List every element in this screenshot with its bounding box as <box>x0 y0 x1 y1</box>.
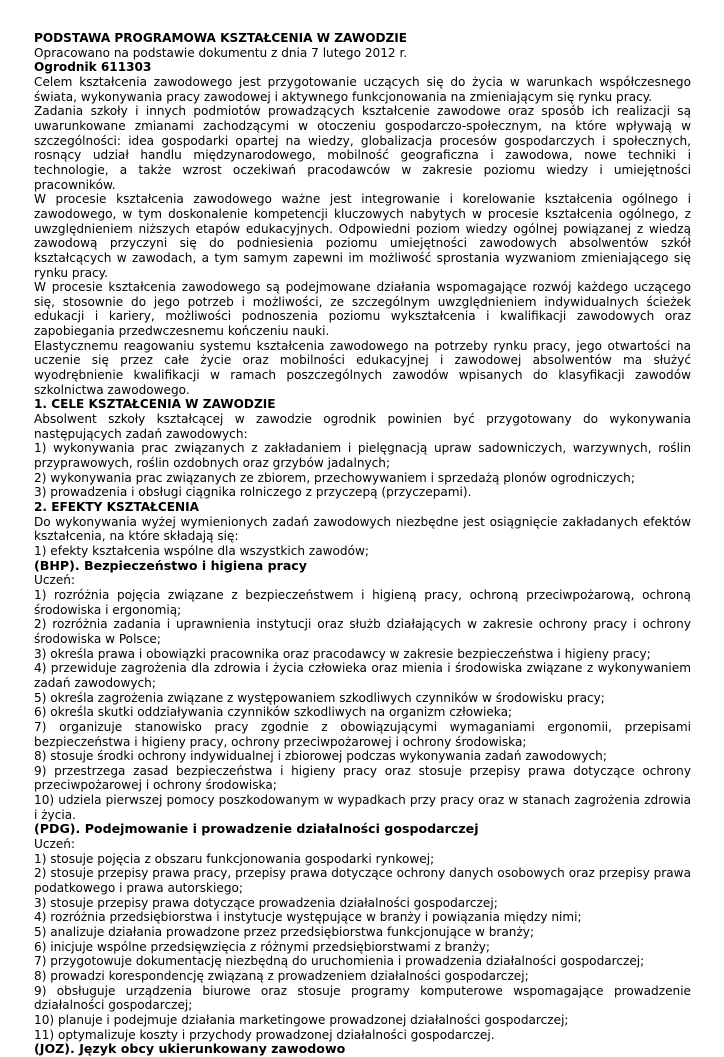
intro-paragraph: W procesie kształcenia zawodowego ważne jest integrowanie i korelowanie kształcenia ogólnego i zawodowego, w tym doskonalenie kompetencji kluczowych nabytych w procesie kształcenia ogólnego, z uwzględnieniem niższych etapów edukacyjnych. Odpowiedni poziom wiedzy ogólnej powiązanej z wiedzą zawodową przyczyni się do podniesienia poziomu umiejętności zawodowych absolwentów szkół kształcących w zawodach, a tym samym zapewni im możliwość sprostania wyzwaniom zmieniającego się rynku pracy. <box>34 192 691 280</box>
joz-heading: (JOZ). Język obcy ukierunkowany zawodowo <box>34 1041 346 1057</box>
section-heading-outcomes: 2. EFEKTY KSZTAŁCENIA <box>34 500 199 514</box>
pdg-lead: Uczeń: <box>34 837 76 852</box>
list-item: 2) rozróżnia zadania i uprawnienia instytucji oraz służb działających w zakresie ochrony pracy i ochrony środowiska w Polsce; <box>34 617 691 646</box>
list-item: 1) rozróżnia pojęcia związane z bezpieczeństwem i higieną pracy, ochroną przeciwpożarową, ochroną środowiska i ergonomią; <box>34 587 691 617</box>
list-item: 1) wykonywania prac związanych z zakładaniem i pielęgnacją upraw sadowniczych, warzywnych, roślin przyprawowych, roślin ozdobnych oraz grzybów jadalnych; <box>34 441 691 471</box>
intro-paragraph: Zadania szkoły i innych podmiotów prowadzących kształcenie zawodowe oraz sposób ich realizacji są uwarunkowane zmianami zachodzącymi w otoczeniu gospodarczo-społecznym, na które wpływają w szczególności: idea gospodarki opartej na wiedzy, globalizacja procesów gospodarczych i społecznych, rosnący udział handlu międzynarodowego, mobilność geograficzna i zawodowa, nowe techniki i technologie, a także wzrost oczekiwań pracodawców w zakresie poziomu wiedzy i umiejętności pracowników. <box>34 104 691 192</box>
intro-paragraph: Celem kształcenia zawodowego jest przygotowanie uczących się do życia w warunkach współczesnego świata, wykonywania pracy zawodowej i aktywnego funkcjonowania na zmieniającym się rynku pracy. <box>34 74 691 104</box>
list-item: 2) stosuje przepisy prawa pracy, przepisy prawa dotyczące ochrony danych osobowych oraz przepisy prawa podatkowego i prawa autorskiego; <box>34 866 691 896</box>
list-item: 8) stosuje środki ochrony indywidualnej i zbiorowej podczas wykonywania zadań zawodowych; <box>34 749 607 764</box>
list-item: 11) optymalizuje koszty i przychody prowadzonej działalności gospodarczej. <box>34 1027 495 1042</box>
list-item: 5) określa zagrożenia związane z występowaniem szkodliwych czynników w środowisku pracy; <box>34 690 605 705</box>
document-title: PODSTAWA PROGRAMOWA KSZTAŁCENIA W ZAWODZIE <box>34 31 408 45</box>
list-item: 5) analizuje działania prowadzone przez przedsiębiorstwa funkcjonujące w branży; <box>34 925 535 940</box>
bhp-heading: (BHP). Bezpieczeństwo i higiena pracy <box>34 557 307 573</box>
list-item: 7) organizuje stanowisko pracy zgodnie z obowiązującymi wymaganiami ergonomii, przepisami bezpieczeństwa i higieny pracy, ochrony przeciwpożarowej i ochrony środowiska; <box>34 719 691 749</box>
list-item: 9) obsługuje urządzenia biurowe oraz stosuje programy komputerowe wspomagające prowadzenie działalności gospodarczej; <box>34 983 691 1013</box>
list-item: 8) prowadzi korespondencję związaną z prowadzeniem działalności gospodarczej; <box>34 969 529 983</box>
list-item: 10) planuje i podejmuje działania marketingowe prowadzonej działalności gospodarczej; <box>34 1012 569 1027</box>
list-item: 3) stosuje przepisy prawa dotyczące prowadzenia działalności gospodarczej; <box>34 895 498 910</box>
pdg-heading: (PDG). Podejmowanie i prowadzenie działalności gospodarczej <box>34 821 479 837</box>
list-item: 10) udziela pierwszej pomocy poszkodowanym w wypadkach przy pracy oraz w stanach zagrożenia zdrowia i życia. <box>34 793 691 822</box>
list-item: 6) określa skutki oddziaływania czynników szkodliwych na organizm człowieka; <box>34 705 513 720</box>
list-item: 4) rozróżnia przedsiębiorstwa i instytucje występujące w branży i powiązania między nimi; <box>34 910 582 925</box>
intro-paragraph: Elastycznemu reagowaniu systemu kształcenia zawodowego na potrzeby rynku pracy, jego otwartości na uczenie się przez całe życie oraz mobilności edukacyjnej i zawodowej absolwentów ma służyć wyodrębnienie kwalifikacji w ramach poszczególnych zawodów wpisanych do klasyfikacji zawodów szkolnictwa zawodowego. <box>34 338 691 397</box>
list-item: 3) określa prawa i obowiązki pracownika oraz pracodawcy w zakresie bezpieczeństwa i higieny pracy; <box>34 646 651 661</box>
list-item: 1) efekty kształcenia wspólne dla wszystkich zawodów; <box>34 543 369 558</box>
bhp-lead: Uczeń: <box>34 573 76 588</box>
section-heading-goals: 1. CELE KSZTAŁCENIA W ZAWODZIE <box>34 397 276 412</box>
list-item: 3) prowadzenia i obsługi ciągnika rolniczego z przyczepą (przyczepami). <box>34 485 472 500</box>
outcomes-lead: Do wykonywania wyżej wymienionych zadań zawodowych niezbędne jest osiągnięcie zakładanych efektów kształcenia, na które składają się: <box>34 514 691 544</box>
profession-code: Ogrodnik 611303 <box>34 60 152 75</box>
goals-lead: Absolwent szkoły kształcącej w zawodzie ogrodnik powinien być przygotowany do wykonywania następujących zadań zawodowych: <box>34 412 691 441</box>
list-item: 7) przygotowuje dokumentację niezbędną do uruchomienia i prowadzenia działalności gospodarczej; <box>34 954 645 969</box>
list-item: 6) inicjuje wspólne przedsięwzięcia z różnymi przedsiębiorstwami z branży; <box>34 939 490 954</box>
list-item: 2) wykonywania prac związanych ze zbiorem, przechowywaniem i sprzedażą plonów ogrodniczych; <box>34 470 635 485</box>
list-item: 9) przestrzega zasad bezpieczeństwa i higieny pracy oraz stosuje przepisy prawa dotyczące ochrony przeciwpożarowej i ochrony środowiska; <box>34 763 691 793</box>
list-item: 4) przewiduje zagrożenia dla zdrowia i życia człowieka oraz mienia i środowiska związane z wykonywaniem zadań zawodowych; <box>34 661 691 690</box>
intro-paragraph: W procesie kształcenia zawodowego są podejmowane działania wspomagające rozwój każdego uczącego się, stosownie do jego potrzeb i możliwości, ze szczególnym uwzględnieniem indywidualnych ścieżek edukacji i kariery, możliwości podnoszenia poziomu wykształcenia i kwalifikacji zawodowych oraz zapobiegania przedwczesnemu kończeniu nauki. <box>34 280 691 339</box>
list-item: 1) stosuje pojęcia z obszaru funkcjonowania gospodarki rynkowej; <box>34 851 435 866</box>
document-subtitle: Opracowano na podstawie dokumentu z dnia 7 lutego 2012 r. <box>34 45 408 60</box>
